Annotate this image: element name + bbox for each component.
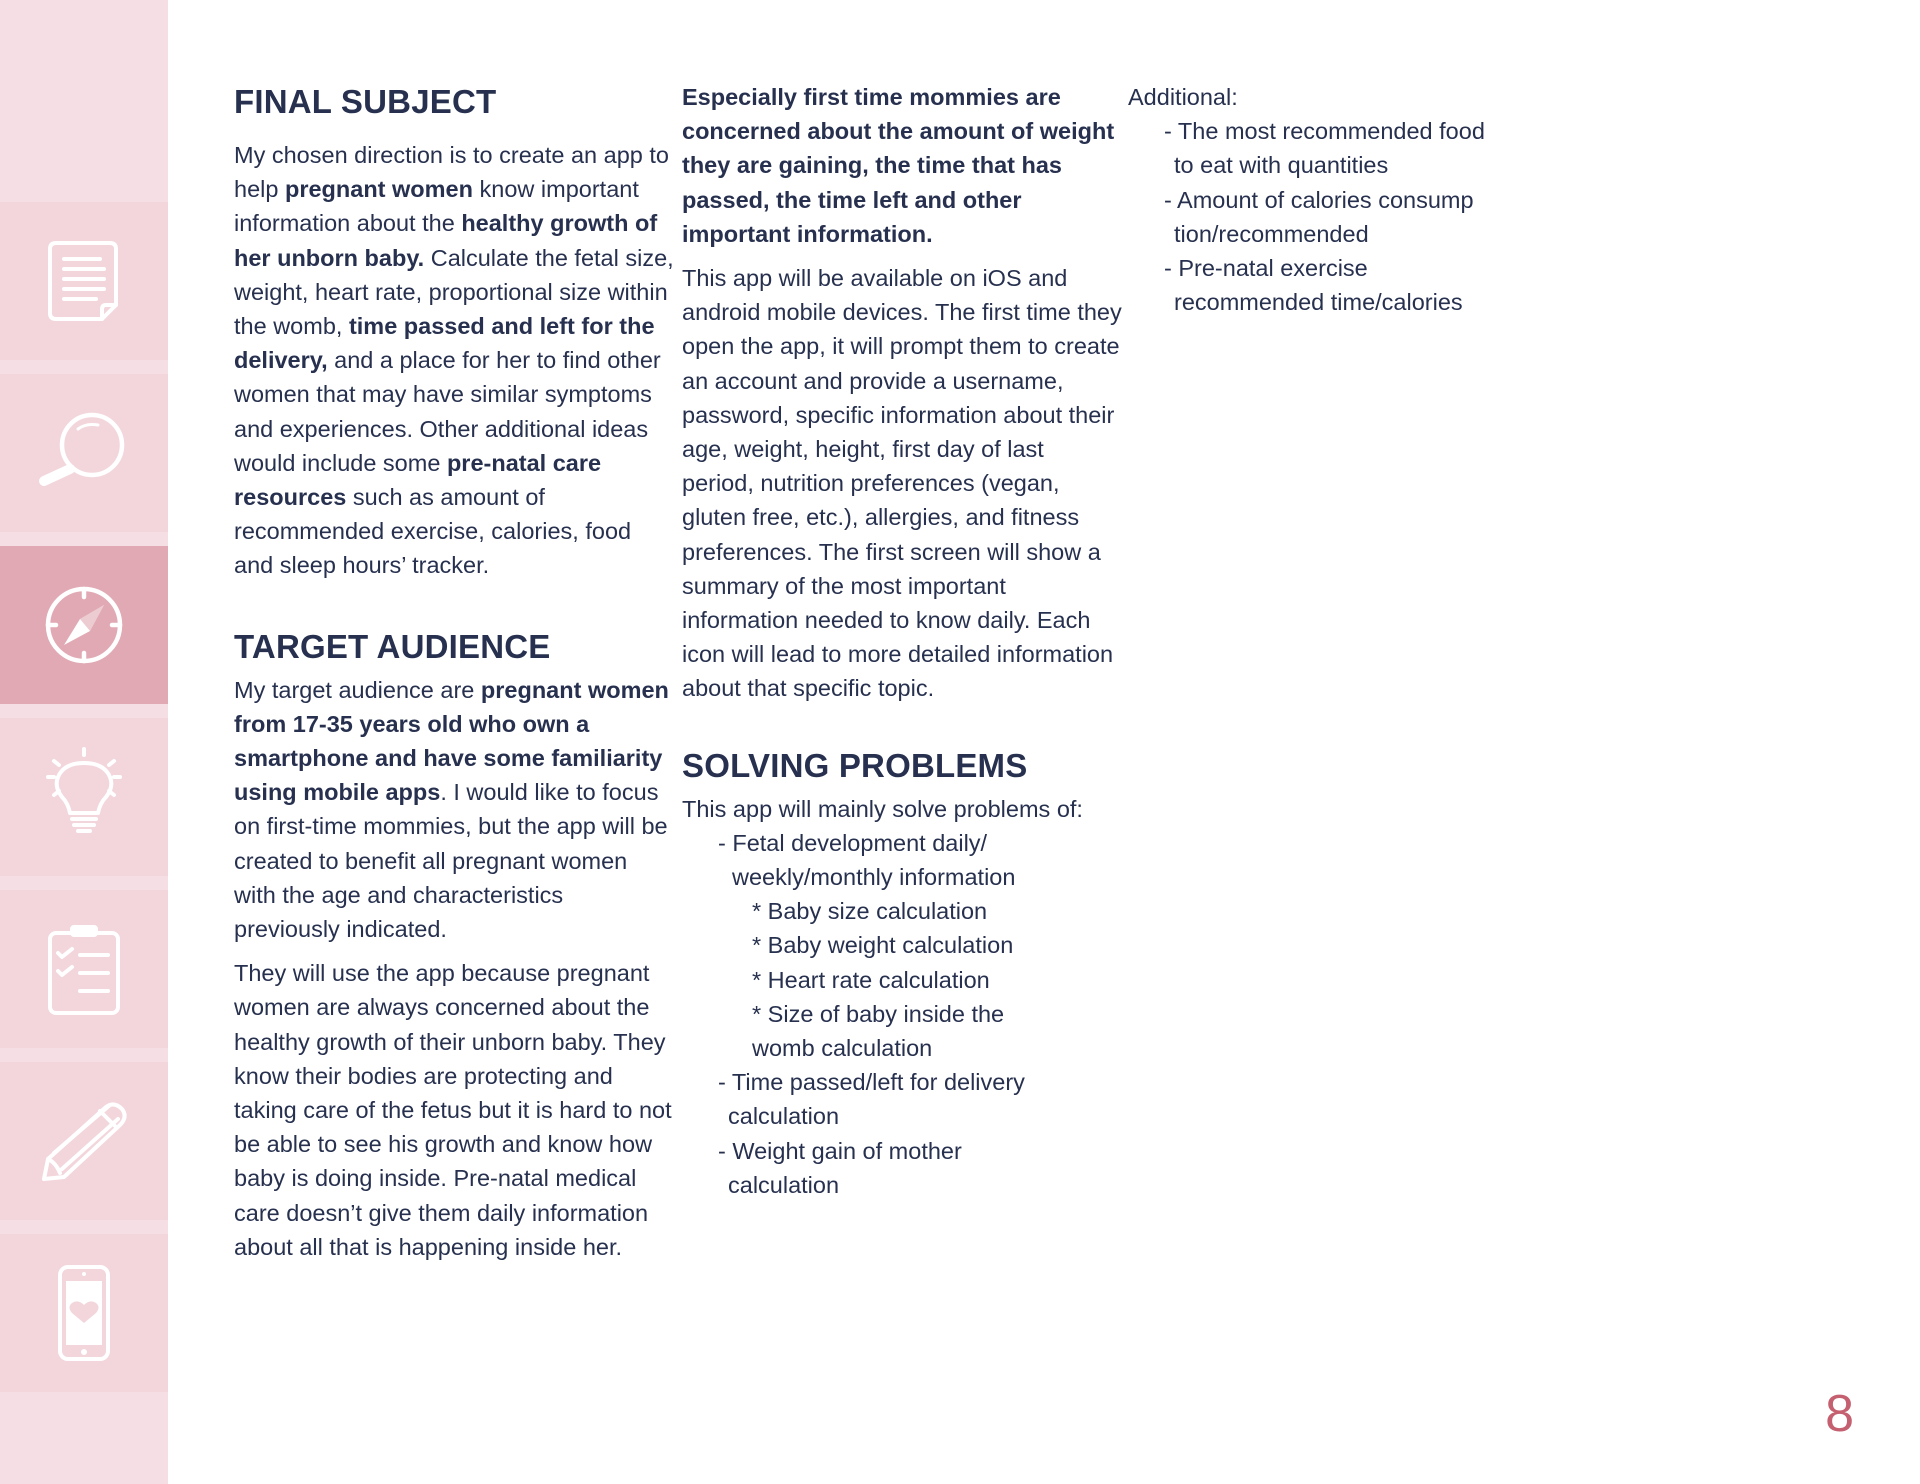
phone-heart-icon bbox=[34, 1263, 134, 1363]
additional-list bbox=[1128, 114, 1568, 319]
lightbulb-icon bbox=[34, 747, 134, 847]
list-item bbox=[682, 1065, 1122, 1133]
sidebar-item-edit[interactable] bbox=[0, 1062, 168, 1220]
target-audience-paragraph-1 bbox=[234, 673, 674, 947]
list-item-line: calculation bbox=[728, 1171, 840, 1198]
page-number: 8 bbox=[1825, 1385, 1854, 1443]
sub-list-item: * Baby size calculation bbox=[752, 898, 988, 925]
final-subject-paragraph bbox=[234, 138, 674, 583]
bold-run: healthy growth of her unborn baby. bbox=[234, 210, 658, 271]
sub-list-item: * Baby weight calculation bbox=[752, 932, 1014, 959]
sidebar-item-document[interactable] bbox=[0, 202, 168, 360]
column-2 bbox=[682, 80, 1122, 1202]
sidebar-item-mobile[interactable] bbox=[0, 1234, 168, 1392]
sub-list-item: * Heart rate calculation bbox=[752, 966, 990, 993]
document-icon bbox=[34, 231, 134, 331]
list-item-line: calculation bbox=[728, 1103, 840, 1130]
final-subject-heading: FINAL SUBJECT bbox=[234, 83, 497, 120]
solving-problems-list bbox=[682, 826, 1122, 1202]
additional-heading: Additional: bbox=[1128, 84, 1238, 110]
intro-bold-paragraph bbox=[682, 80, 1122, 251]
sub-list bbox=[682, 894, 1122, 1065]
sidebar-nav bbox=[0, 0, 168, 1484]
list-item-line: - Weight gain of mother bbox=[718, 1137, 962, 1164]
sidebar-item-explore[interactable] bbox=[0, 546, 168, 704]
pencil-icon bbox=[34, 1091, 134, 1191]
list-item-line: - The most recommended food bbox=[1164, 118, 1485, 145]
bold-run: time passed and left for the delivery, bbox=[234, 313, 655, 374]
list-item-line: - Fetal development daily/ bbox=[718, 829, 988, 856]
bold-run: Especially first time mommies are concerned about the amount of weight they are gaining, the time that has passed, the time left and other important information. bbox=[682, 84, 1115, 247]
column-1 bbox=[234, 80, 674, 1274]
bold-run: pregnant women from 17-35 years old who own a smartphone and have some familiarity using mobile apps bbox=[234, 676, 669, 806]
list-item-line: tion/recommended bbox=[1174, 220, 1369, 247]
text-run: My target audience are bbox=[234, 676, 481, 703]
list-item bbox=[1128, 114, 1568, 182]
text-run: . I would like to focus on first-time mommies, but the app will be created to benefit all pregnant women with the age and characteristics previously indicated. bbox=[234, 779, 668, 943]
list-item-line: recommended time/calories bbox=[1174, 289, 1463, 316]
clipboard-checklist-icon bbox=[34, 919, 134, 1019]
list-item bbox=[682, 826, 1122, 1065]
bold-run: pregnant women bbox=[284, 176, 473, 203]
text-run: Calculate the fetal size, weight, heart rate, proportional size within the womb, bbox=[234, 244, 674, 340]
list-item-line: - Time passed/left for delivery bbox=[718, 1069, 1025, 1096]
solving-problems-heading: SOLVING PROBLEMS bbox=[682, 746, 1028, 784]
sub-list-item: * Size of baby inside the bbox=[752, 1000, 1005, 1027]
list-item bbox=[1128, 183, 1568, 251]
text-run: My chosen direction is to create an app to help bbox=[234, 142, 669, 203]
sidebar-item-ideas[interactable] bbox=[0, 718, 168, 876]
sidebar-item-checklist[interactable] bbox=[0, 890, 168, 1048]
text-run: and a place for her to find other women that may have similar symptoms and experiences. Other additional ideas would include some bbox=[234, 347, 661, 476]
solving-problems-intro: This app will mainly solve problems of: bbox=[682, 795, 1083, 822]
app-description-paragraph: This app will be available on iOS and android mobile devices. The first time they open the app, it will prompt them to create an account and provide a username, password, specific information about their age, weight, height, first day of last period, nutrition preferences (vegan, gluten free, etc.), allergies, and fitness preferences. The first screen will show a summary of the most important information needed to know daily. Each icon will lead to more detailed information about that specific topic. bbox=[682, 265, 1122, 702]
sub-list-item: womb calculation bbox=[752, 1035, 933, 1062]
list-item-line: - Amount of calories consump bbox=[1164, 186, 1474, 213]
target-audience-heading: TARGET AUDIENCE bbox=[234, 627, 551, 665]
target-audience-paragraph-2: They will use the app because pregnant women are always concerned about the healthy growth of their unborn baby. They know their bodies are protecting and taking care of the fetus but it is hard to not be able to see his growth and know how baby is doing inside. Pre-natal medical care doesn’t give them daily information about all that is happening inside her. bbox=[234, 960, 672, 1260]
list-item-line: weekly/monthly information bbox=[732, 864, 1016, 891]
list-item bbox=[682, 1134, 1122, 1202]
magnifier-icon bbox=[34, 403, 134, 503]
compass-icon bbox=[34, 575, 134, 675]
sidebar-item-search[interactable] bbox=[0, 374, 168, 532]
list-item bbox=[1128, 251, 1568, 319]
text-run: know important information about the bbox=[234, 176, 639, 237]
list-item-line: to eat with quantities bbox=[1174, 152, 1389, 179]
column-3 bbox=[1128, 80, 1568, 319]
list-item-line: - Pre-natal exercise bbox=[1164, 255, 1368, 282]
bold-run: pre-natal care resources bbox=[234, 449, 602, 511]
text-run: such as amount of recommended exercise, calories, food and sleep hours’ tracker. bbox=[234, 484, 632, 579]
